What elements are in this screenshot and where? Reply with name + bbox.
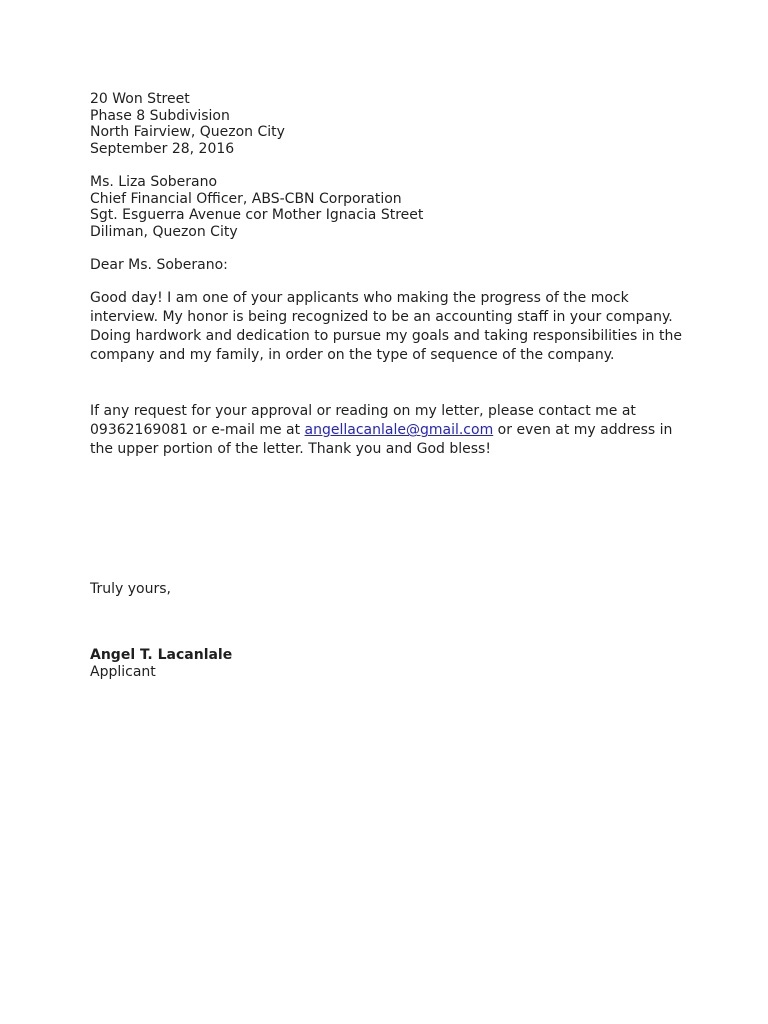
signature-title: Applicant (90, 664, 156, 680)
email-link[interactable]: angellacanlale@gmail.com (304, 422, 494, 439)
paragraph-line: the upper portion of the letter. Thank you and God bless! (90, 441, 491, 458)
closing: Truly yours, (90, 581, 171, 597)
body-paragraph-2 (90, 402, 690, 459)
recipient-city: Diliman, Quezon City (90, 223, 238, 240)
paragraph-text: 09362169081 or e-mail me at (90, 422, 305, 439)
salutation-text: Dear Ms. Soberano: (90, 256, 228, 273)
recipient-position: Chief Financial Officer, ABS-CBN Corporation (90, 190, 402, 207)
recipient-address (90, 174, 690, 241)
letter-page (90, 91, 690, 680)
recipient-street: Sgt. Esguerra Avenue cor Mother Ignacia Street (90, 207, 424, 224)
paragraph-text: or even at my address in (493, 422, 673, 439)
paragraph-line: Good day! I am one of your applicants who making the progress of the mock (90, 290, 629, 307)
sender-subdivision: Phase 8 Subdivision (90, 107, 230, 124)
sender-street: 20 Won Street (90, 91, 190, 107)
paragraph-line: interview. My honor is being recognized to be an accounting staff in your company. (90, 309, 673, 326)
salutation (90, 257, 690, 274)
sender-address (90, 91, 690, 158)
paragraph-line: company and my family, in order on the type of sequence of the company. (90, 347, 615, 364)
recipient-name: Ms. Liza Soberano (90, 173, 218, 190)
paragraph-line-with-email (90, 421, 690, 440)
signature-name: Angel T. Lacanlale (90, 647, 233, 663)
sender-city: North Fairview, Quezon City (90, 124, 285, 141)
paragraph-line: If any request for your approval or reading on my letter, please contact me at (90, 403, 636, 420)
paragraph-line: Doing hardwork and dedication to pursue my goals and taking responsibilities in the (90, 328, 682, 345)
body-paragraph-1 (90, 289, 690, 365)
letter-date: September 28, 2016 (90, 141, 235, 158)
